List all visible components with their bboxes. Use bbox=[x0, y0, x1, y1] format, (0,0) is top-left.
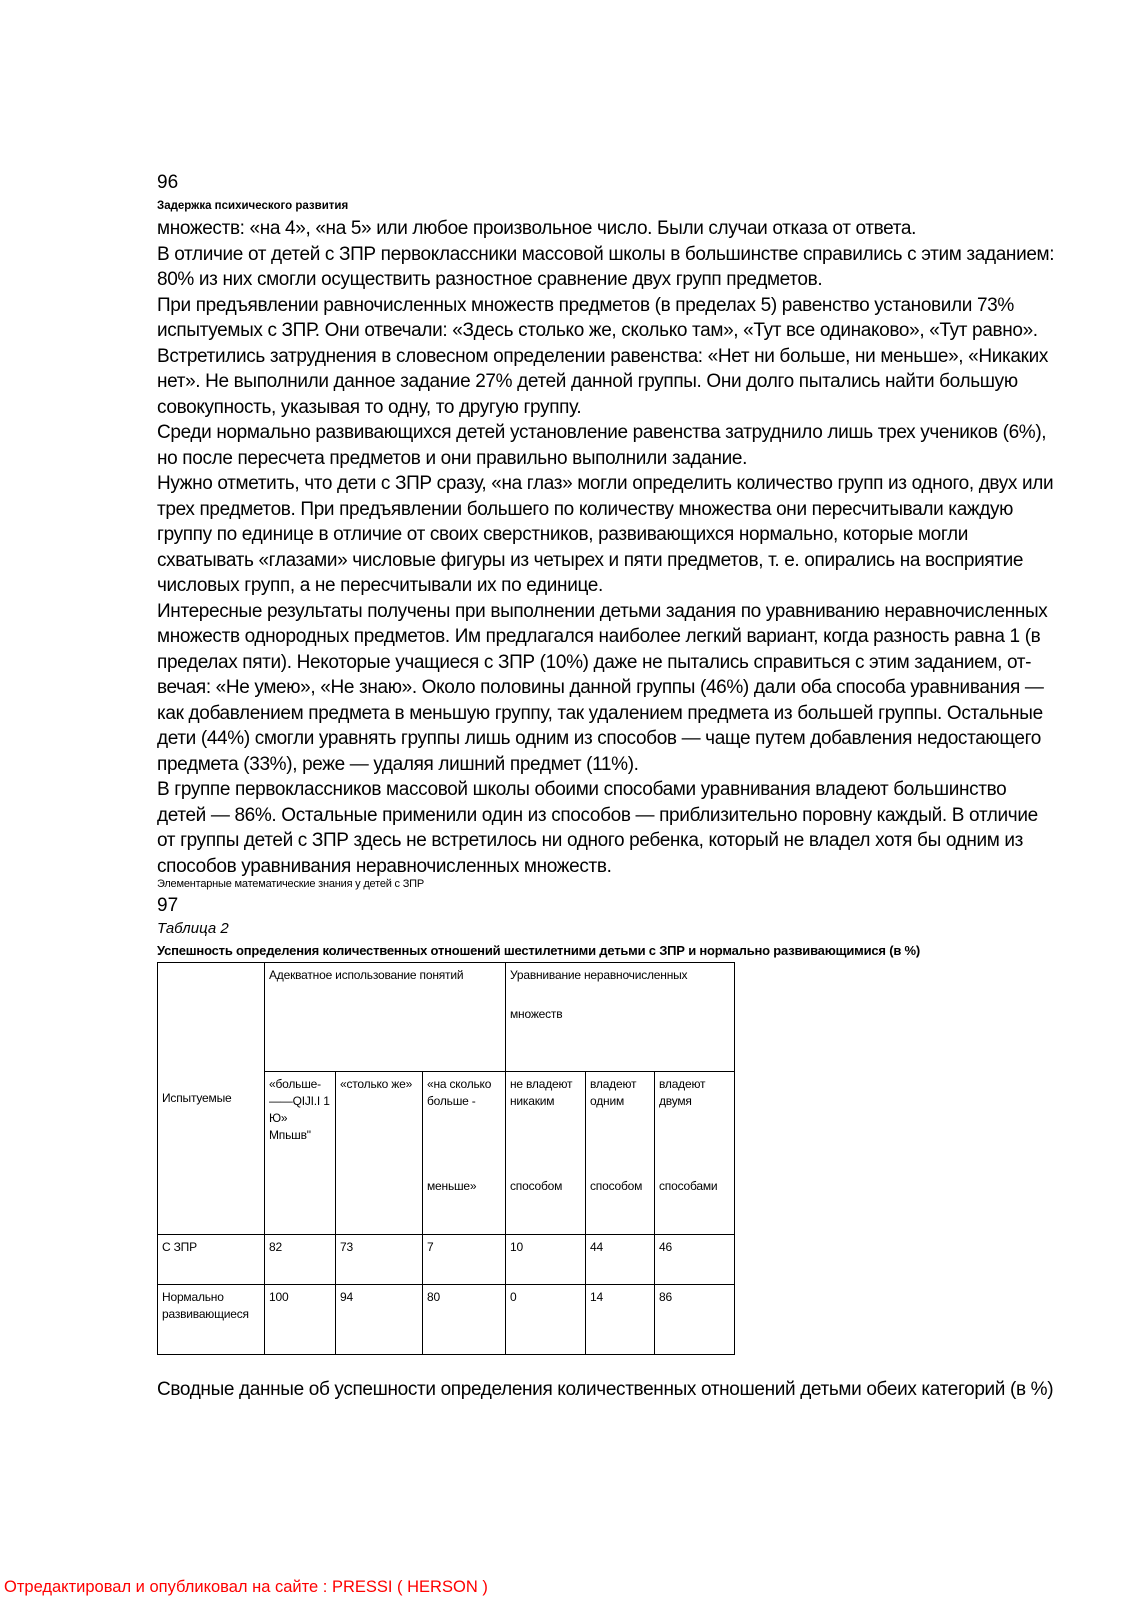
column-header-cell bbox=[586, 1072, 655, 1235]
group-header-cell bbox=[506, 963, 735, 1072]
results-table bbox=[157, 962, 735, 1355]
group-header-line: Уравнивание неравночисленных bbox=[510, 968, 688, 982]
paragraph: При предъявлении равночисленных множеств предметов (в пределах 5) равенство установили 73% испытуемых с ЗПР. Они отвечали: «Здесь столько же, сколько там», «Тут все одинаково», «Тут равно». Встретились затруднения в словесном определении равенства: «Нет ни больше, ни меньше», «Никаких нет». Не выполнили данное задание 27% детей данной группы. Они долго пытались найти большую совокупность, указывая то одну, то другую группу. bbox=[157, 294, 1048, 418]
paragraph: Интересные результаты получены при выполнении детьми задания по уравниванию неравночисленных множеств однородных предметов. Им предлагался наиболее легкий вариант, когда разность равна 1 (в пределах пяти). Некоторые учащиеся с ЗПР (10%) даже не пытались справиться с этим заданием, от-вечая: «Не умею», «Не знаю». Около половины данной группы (46%) дали оба способа уравнивания — как добавлением предмета в меньшую группу, так удалением предмета из большей группы. Остальные дети (44%) смогли уравнять группы лишь одним из способов — чаще путем добавления недостающего предмета (33%), реже — удаляя лишний предмет (11%). bbox=[157, 600, 1048, 775]
column-header-line: владеют одним bbox=[590, 1077, 637, 1108]
table-cell: 82 bbox=[265, 1235, 336, 1285]
paragraph: множеств: «на 4», «на 5» или любое произвольное число. Были случаи отказа от ответа. bbox=[157, 218, 917, 239]
column-header-line: «на сколько больше - bbox=[427, 1077, 492, 1108]
paragraph: В отличие от детей с ЗПР первоклассники массовой школы в большинстве справились с этим заданием: 80% из них смогли осуществить разностное сравнение двух групп предметов. bbox=[157, 243, 1055, 290]
table-label: Таблица 2 bbox=[157, 920, 229, 937]
page-number-bottom: 97 bbox=[157, 895, 179, 916]
publisher-credit: Отредактировал и опубликовал на сайте : PRESSI ( HERSON ) bbox=[4, 1578, 488, 1596]
table-cell: 94 bbox=[336, 1285, 423, 1355]
row-label-cell: С ЗПР bbox=[158, 1235, 265, 1285]
column-header-cell bbox=[655, 1072, 735, 1235]
table-cell: 46 bbox=[655, 1235, 735, 1285]
group-header-line: множеств bbox=[510, 1007, 563, 1021]
table-caption: Успешность определения количественных отношений шестилетними детьми с ЗПР и нормально развивающимися (в %) bbox=[157, 943, 921, 958]
column-header-line: способом bbox=[510, 1179, 563, 1193]
column-header-cell bbox=[423, 1072, 506, 1235]
column-header-cell: «больше-——QIJI.I 1 Ю» Мпьшв" bbox=[265, 1072, 336, 1235]
table-cell: 80 bbox=[423, 1285, 506, 1355]
table-cell: 73 bbox=[336, 1235, 423, 1285]
table-row bbox=[158, 1285, 735, 1355]
table-cell: 14 bbox=[586, 1285, 655, 1355]
table-cell: 86 bbox=[655, 1285, 735, 1355]
running-head: Задержка психического развития bbox=[157, 200, 349, 212]
column-header-line: способом bbox=[590, 1179, 643, 1193]
table-cell: 0 bbox=[506, 1285, 586, 1355]
table-header-row bbox=[158, 963, 735, 1072]
column-header-cell: «столько же» bbox=[336, 1072, 423, 1235]
row-header-cell: Испытуемые bbox=[158, 963, 265, 1235]
table-cell: 100 bbox=[265, 1285, 336, 1355]
group-header-cell: Адекватное использование понятий bbox=[265, 963, 506, 1072]
column-header-line: способами bbox=[659, 1179, 718, 1193]
paragraph: Среди нормально развивающихся детей установление равенства затруднило лишь трех учеников (6%), но после пересчета предметов и они правильно выполнили задание. bbox=[157, 422, 1047, 469]
page-number-top: 96 bbox=[157, 172, 179, 193]
table-cell: 7 bbox=[423, 1235, 506, 1285]
paragraph: Нужно отметить, что дети с ЗПР сразу, «на глаз» могли определить количество групп из одного, двух или трех предметов. При предъявлении большего по количеству множества они пересчитывали каждую группу по единице в отличие от своих сверстников, развивающихся нормально, которые могли схватывать «глазами» числовые фигуры из четырех и пяти предметов, т. е. опирались на восприятие числовых групп, а не пересчитывали их по единице. bbox=[157, 473, 1054, 596]
table-cell: 10 bbox=[506, 1235, 586, 1285]
footer-running-head: Элементарные математические знания у детей с ЗПР bbox=[157, 878, 424, 890]
column-header-line: не владеют никаким bbox=[510, 1077, 573, 1108]
paragraph: В группе первоклассников массовой школы обоими способами уравнивания владеют большинство детей — 86%. Остальные применили один из способов — приблизительно поровну каждый. В отличие от группы детей с ЗПР здесь не встретилось ни одного ребенка, который не владел хотя бы одним из способов уравнивания неравночисленных множеств. bbox=[157, 779, 1038, 877]
column-header-line: меньше» bbox=[427, 1179, 477, 1193]
row-label-cell: Нормально развивающиеся bbox=[158, 1285, 265, 1355]
table-row bbox=[158, 1235, 735, 1285]
table-cell: 44 bbox=[586, 1235, 655, 1285]
column-header-cell bbox=[506, 1072, 586, 1235]
column-header-line: владеют двумя bbox=[659, 1077, 706, 1108]
body-text bbox=[157, 216, 1057, 879]
summary-heading: Сводные данные об успешности определения количественных отношений детьми обеих категорий (в %) bbox=[157, 1379, 1054, 1400]
